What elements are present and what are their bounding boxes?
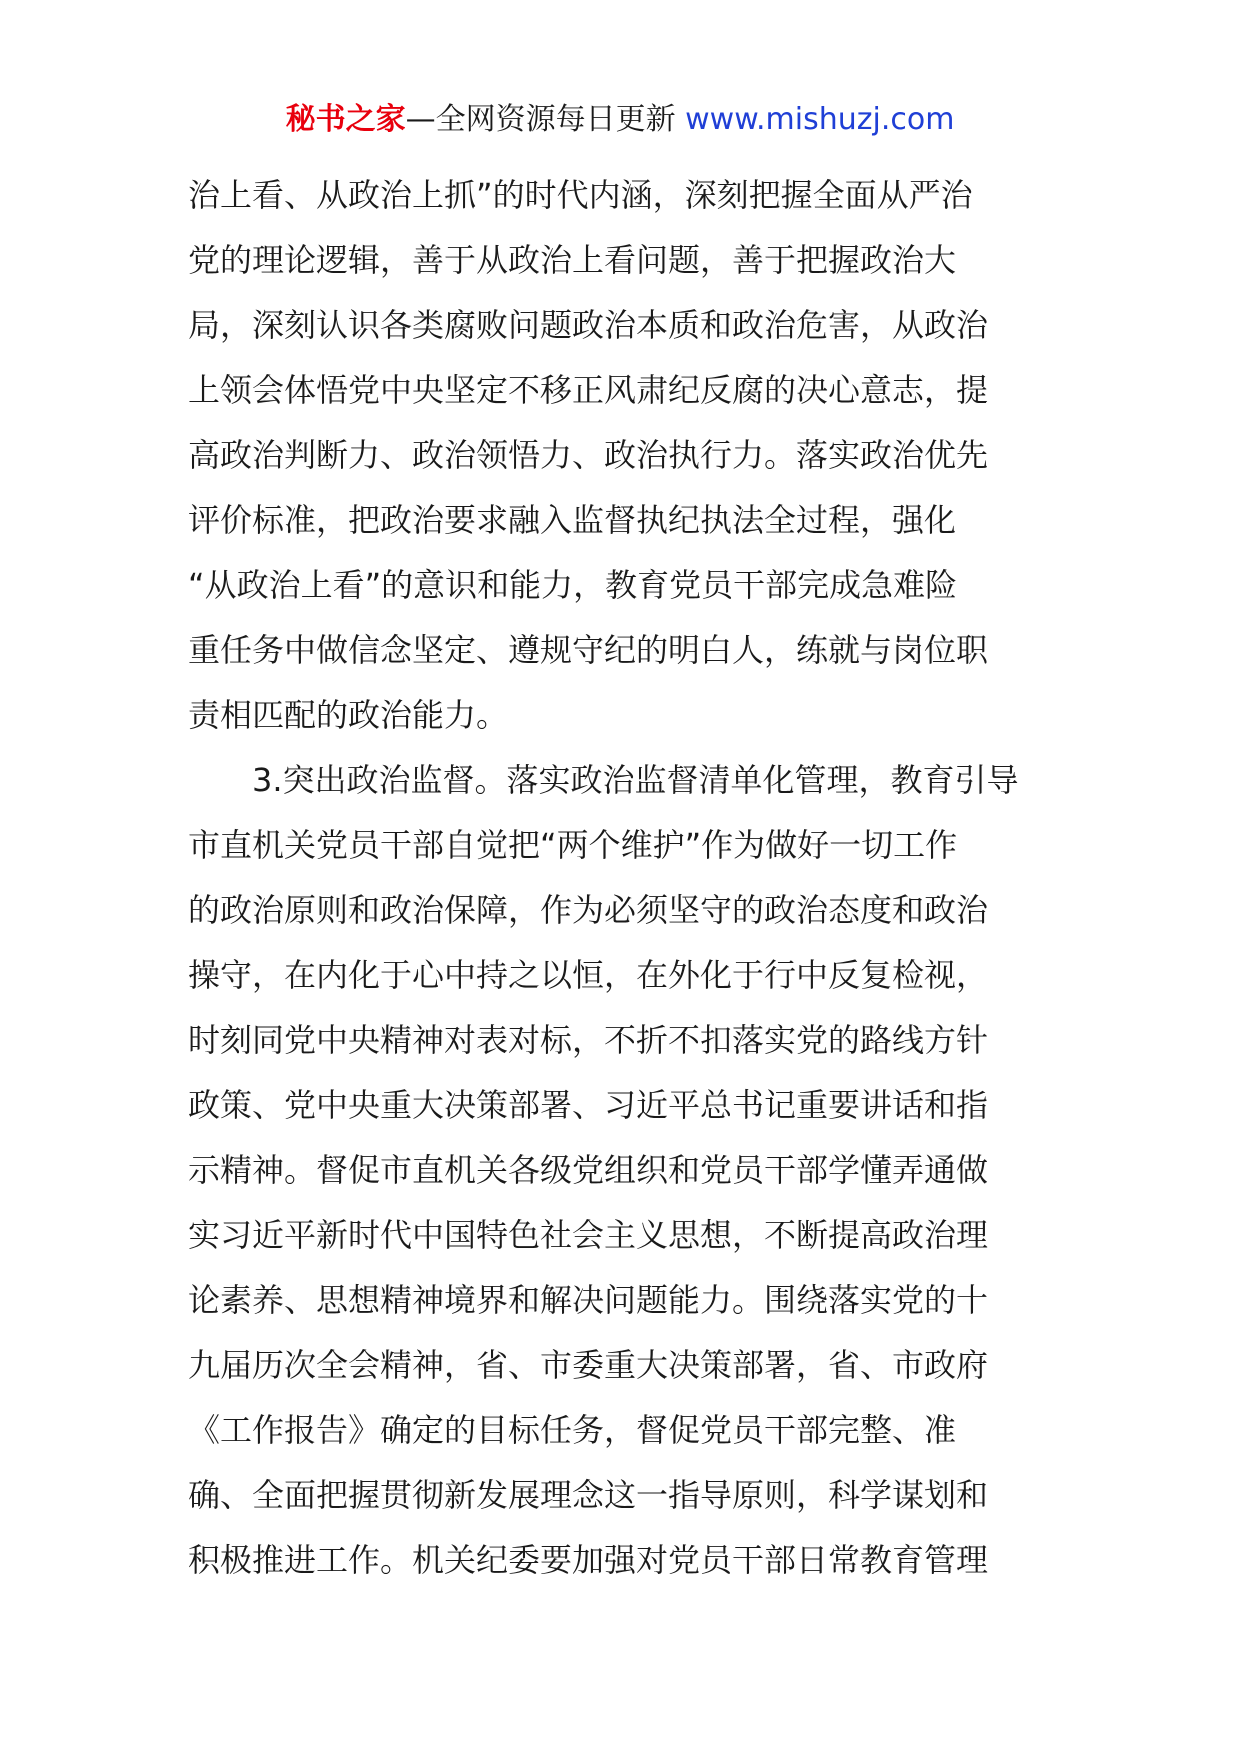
text-line: 评价标准，把政治要求融入监督执纪执法全过程，强化 — [188, 501, 957, 539]
text-line: “从政治上看”的意识和能力，教育党员干部完成急难险 — [188, 566, 958, 604]
text-line: 局，深刻认识各类腐败问题政治本质和政治危害，从政治 — [188, 306, 989, 344]
header-tagline: —全网资源每日更新 — [405, 102, 676, 137]
text-line: 党的理论逻辑，善于从政治上看问题，善于把握政治大 — [188, 241, 957, 279]
text-line: 责相匹配的政治能力。 — [188, 696, 509, 734]
text-line: 操守，在内化于心中持之以恒，在外化于行中反复检视， — [188, 956, 989, 994]
page-header — [0, 100, 1240, 140]
text-line: 实习近平新时代中国特色社会主义思想，不断提高政治理 — [188, 1216, 989, 1254]
text-line: 3.突出政治监督。落实政治监督清单化管理，教育引导 — [252, 761, 1019, 799]
text-line: 时刻同党中央精神对表对标，不折不扣落实党的路线方针 — [188, 1021, 989, 1059]
text-line: 治上看、从政治上抓”的时代内涵，深刻把握全面从严治 — [188, 176, 973, 214]
text-line: 示精神。督促市直机关各级党组织和党员干部学懂弄通做 — [188, 1151, 989, 1189]
text-line: 高政治判断力、政治领悟力、政治执行力。落实政治优先 — [188, 436, 989, 474]
text-line: 政策、党中央重大决策部署、习近平总书记重要讲话和指 — [188, 1086, 989, 1124]
text-line: 确、全面把握贯彻新发展理念这一指导原则，科学谋划和 — [188, 1476, 989, 1514]
text-line: 重任务中做信念坚定、遵规守纪的明白人，练就与岗位职 — [188, 631, 989, 669]
text-line: 《工作报告》确定的目标任务，督促党员干部完整、准 — [188, 1411, 957, 1449]
text-line: 九届历次全会精神，省、市委重大决策部署，省、市政府 — [188, 1346, 989, 1384]
text-line: 市直机关党员干部自觉把“两个维护”作为做好一切工作 — [188, 826, 958, 864]
text-line: 的政治原则和政治保障，作为必须坚守的政治态度和政治 — [188, 891, 989, 929]
brand-name: 秘书之家 — [285, 102, 406, 137]
text-line: 论素养、思想精神境界和解决问题能力。围绕落实党的十 — [188, 1281, 989, 1319]
text-line: 上领会体悟党中央坚定不移正风肃纪反腐的决心意志，提 — [188, 371, 989, 409]
text-line: 积极推进工作。机关纪委要加强对党员干部日常教育管理 — [188, 1541, 989, 1579]
document-body — [188, 163, 1060, 1593]
site-url-link[interactable]: www.mishuzj.com — [685, 102, 955, 137]
